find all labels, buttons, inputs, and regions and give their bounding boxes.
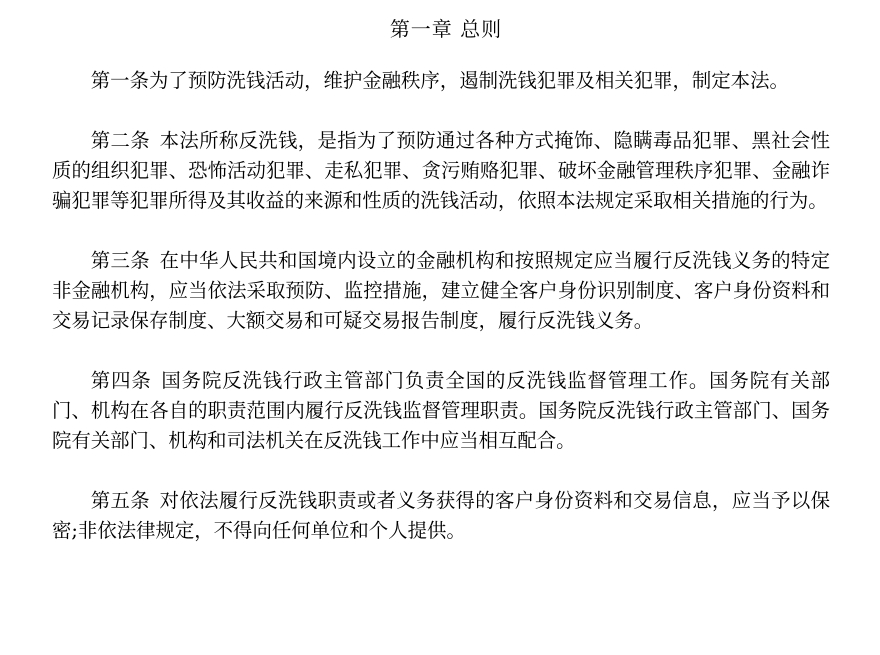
article-4-text: 国务院反洗钱行政主管部门负责全国的反洗钱监督管理工作。国务院有关部门、机构在各自的职责范围内履行反洗钱监督管理职责。国务院反洗钱行政主管部门、国务院有关部门、机构和司法机关在反洗钱工作中应当相互配合。: [52, 369, 831, 452]
article-1-text: 为了预防洗钱活动，维护金融秩序，遏制洗钱犯罪及相关犯罪，制定本法。: [148, 69, 789, 92]
document-page: [52, 14, 830, 576]
article-1-number: 第一条: [90, 69, 149, 92]
article-1: [52, 66, 830, 96]
article-2-number: 第二条: [90, 129, 150, 152]
article-2: [52, 126, 830, 216]
article-2-text: 本法所称反洗钱，是指为了预防通过各种方式掩饰、隐瞒毒品犯罪、黑社会性质的组织犯罪、恐怖活动犯罪、走私犯罪、贪污贿赂犯罪、破坏金融管理秩序犯罪、金融诈骗犯罪等犯罪所得及其收益的来源和性质的洗钱活动，依照本法规定采取相关措施的行为。: [52, 129, 831, 212]
chapter-title: 第一章 总则: [389, 17, 503, 41]
article-5: [52, 486, 830, 546]
article-5-number: 第五条: [90, 489, 150, 512]
article-3-number: 第三条: [90, 249, 150, 272]
article-4-number: 第四条: [90, 369, 152, 392]
article-3: [52, 246, 830, 336]
article-5-text: 对依法履行反洗钱职责或者义务获得的客户身份资料和交易信息，应当予以保密;非依法律规定，不得向任何单位和个人提供。: [52, 489, 831, 542]
article-3-text: 在中华人民共和国境内设立的金融机构和按照规定应当履行反洗钱义务的特定非金融机构，应当依法采取预防、监控措施，建立健全客户身份识别制度、客户身份资料和交易记录保存制度、大额交易和可疑交易报告制度，履行反洗钱义务。: [52, 249, 831, 332]
article-4: [52, 366, 830, 456]
